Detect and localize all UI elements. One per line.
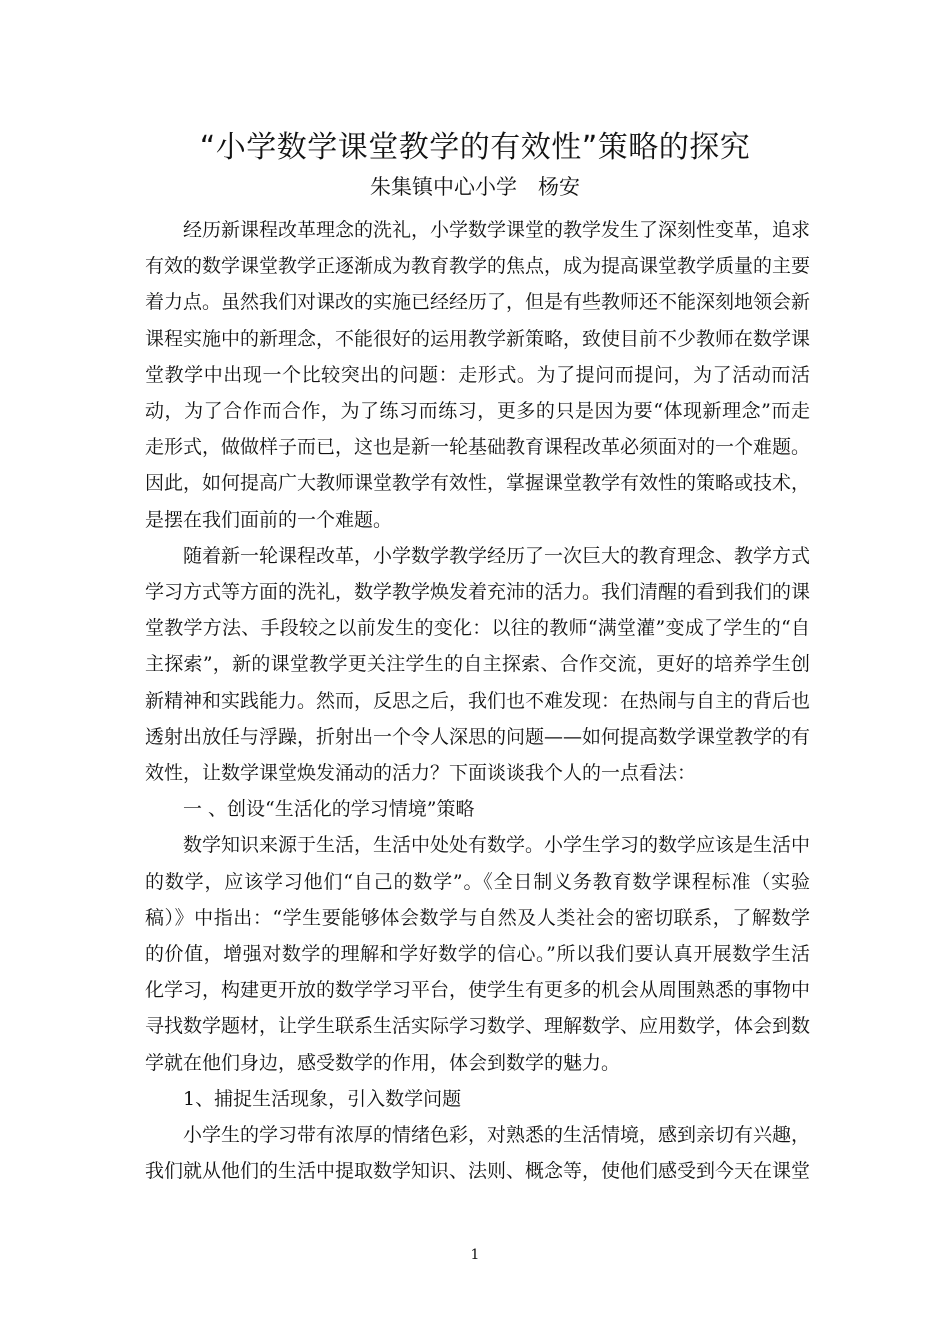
- author-line: 朱集镇中心小学 杨安: [370, 175, 580, 199]
- document-title: “小学数学课堂教学的有效性”策略的探究: [199, 130, 751, 165]
- paragraph-life-math: 数学知识来源于生活，生活中处处有数学。小学生学习的数学应该是生活中的数学，应该学习他们“自己的数学”。《全日制义务教育数学课程标准（实验稿）》中指出：“学生要能够体会数学与自然及人类社会的密切联系，了解数学的价值，增强对数学的理解和学好数学的信心。”所以我们要认真开展数学生活化学习，构建更开放的数学学习平台，使学生有更多的机会从周围熟悉的事物中寻找数学题材，让学生联系生活实际学习数学、理解数学、应用数学，体会到数学就在他们身边，感受数学的作用，体会到数学的魅力。: [145, 834, 811, 1074]
- paragraph-reform: 随着新一轮课程改革，小学数学教学经历了一次巨大的教育理念、教学方式学习方式等方面的洗礼，数学教学焕发着充沛的活力。我们清醒的看到我们的课堂教学方法、手段较之以前发生的变化：以往的教师“满堂灌”变成了学生的“自主探索”，新的课堂教学更关注学生的自主探索、合作交流，更好的培养学生创新精神和实践能力。然而，反思之后，我们也不难发现：在热闹与自主的背后也透射出放任与浮躁，折射出一个令人深思的问题——如何提高数学课堂教学的有效性，让数学课堂焕发涌动的活力？下面谈谈我个人的一点看法：: [145, 544, 811, 785]
- subsection-heading-1: 1、捕捉生活现象，引入数学问题: [183, 1087, 462, 1110]
- section-heading-1: 一 、创设“生活化的学习情境”策略: [183, 798, 475, 821]
- page-number: 1: [470, 1247, 480, 1263]
- paragraph-life-phenomena: 小学生的学习带有浓厚的情绪色彩，对熟悉的生活情境，感到亲切有兴趣，我们就从他们的生活中提取数学知识、法则、概念等，使他们感受到今天在课堂: [145, 1124, 811, 1183]
- document-body: [145, 212, 810, 1189]
- paragraph-intro: 经历新课程改革理念的洗礼，小学数学课堂的教学发生了深刻性变革，追求有效的数学课堂教学正逐渐成为教育教学的焦点，成为提高课堂教学质量的主要着力点。虽然我们对课改的实施已经经历了，但是有些教师还不能深刻地领会新课程实施中的新理念，不能很好的运用教学新策略，致使目前不少教师在数学课堂教学中出现一个比较突出的问题：走形式。为了提问而提问，为了活动而活动，为了合作而合作，为了练习而练习，更多的只是因为要“体现新理念”而走走形式，做做样子而已，这也是新一轮基础教育课程改革必须面对的一个难题。因此，如何提高广大教师课堂教学有效性，掌握课堂教学有效性的策略或技术，是摆在我们面前的一个难题。: [145, 219, 811, 531]
